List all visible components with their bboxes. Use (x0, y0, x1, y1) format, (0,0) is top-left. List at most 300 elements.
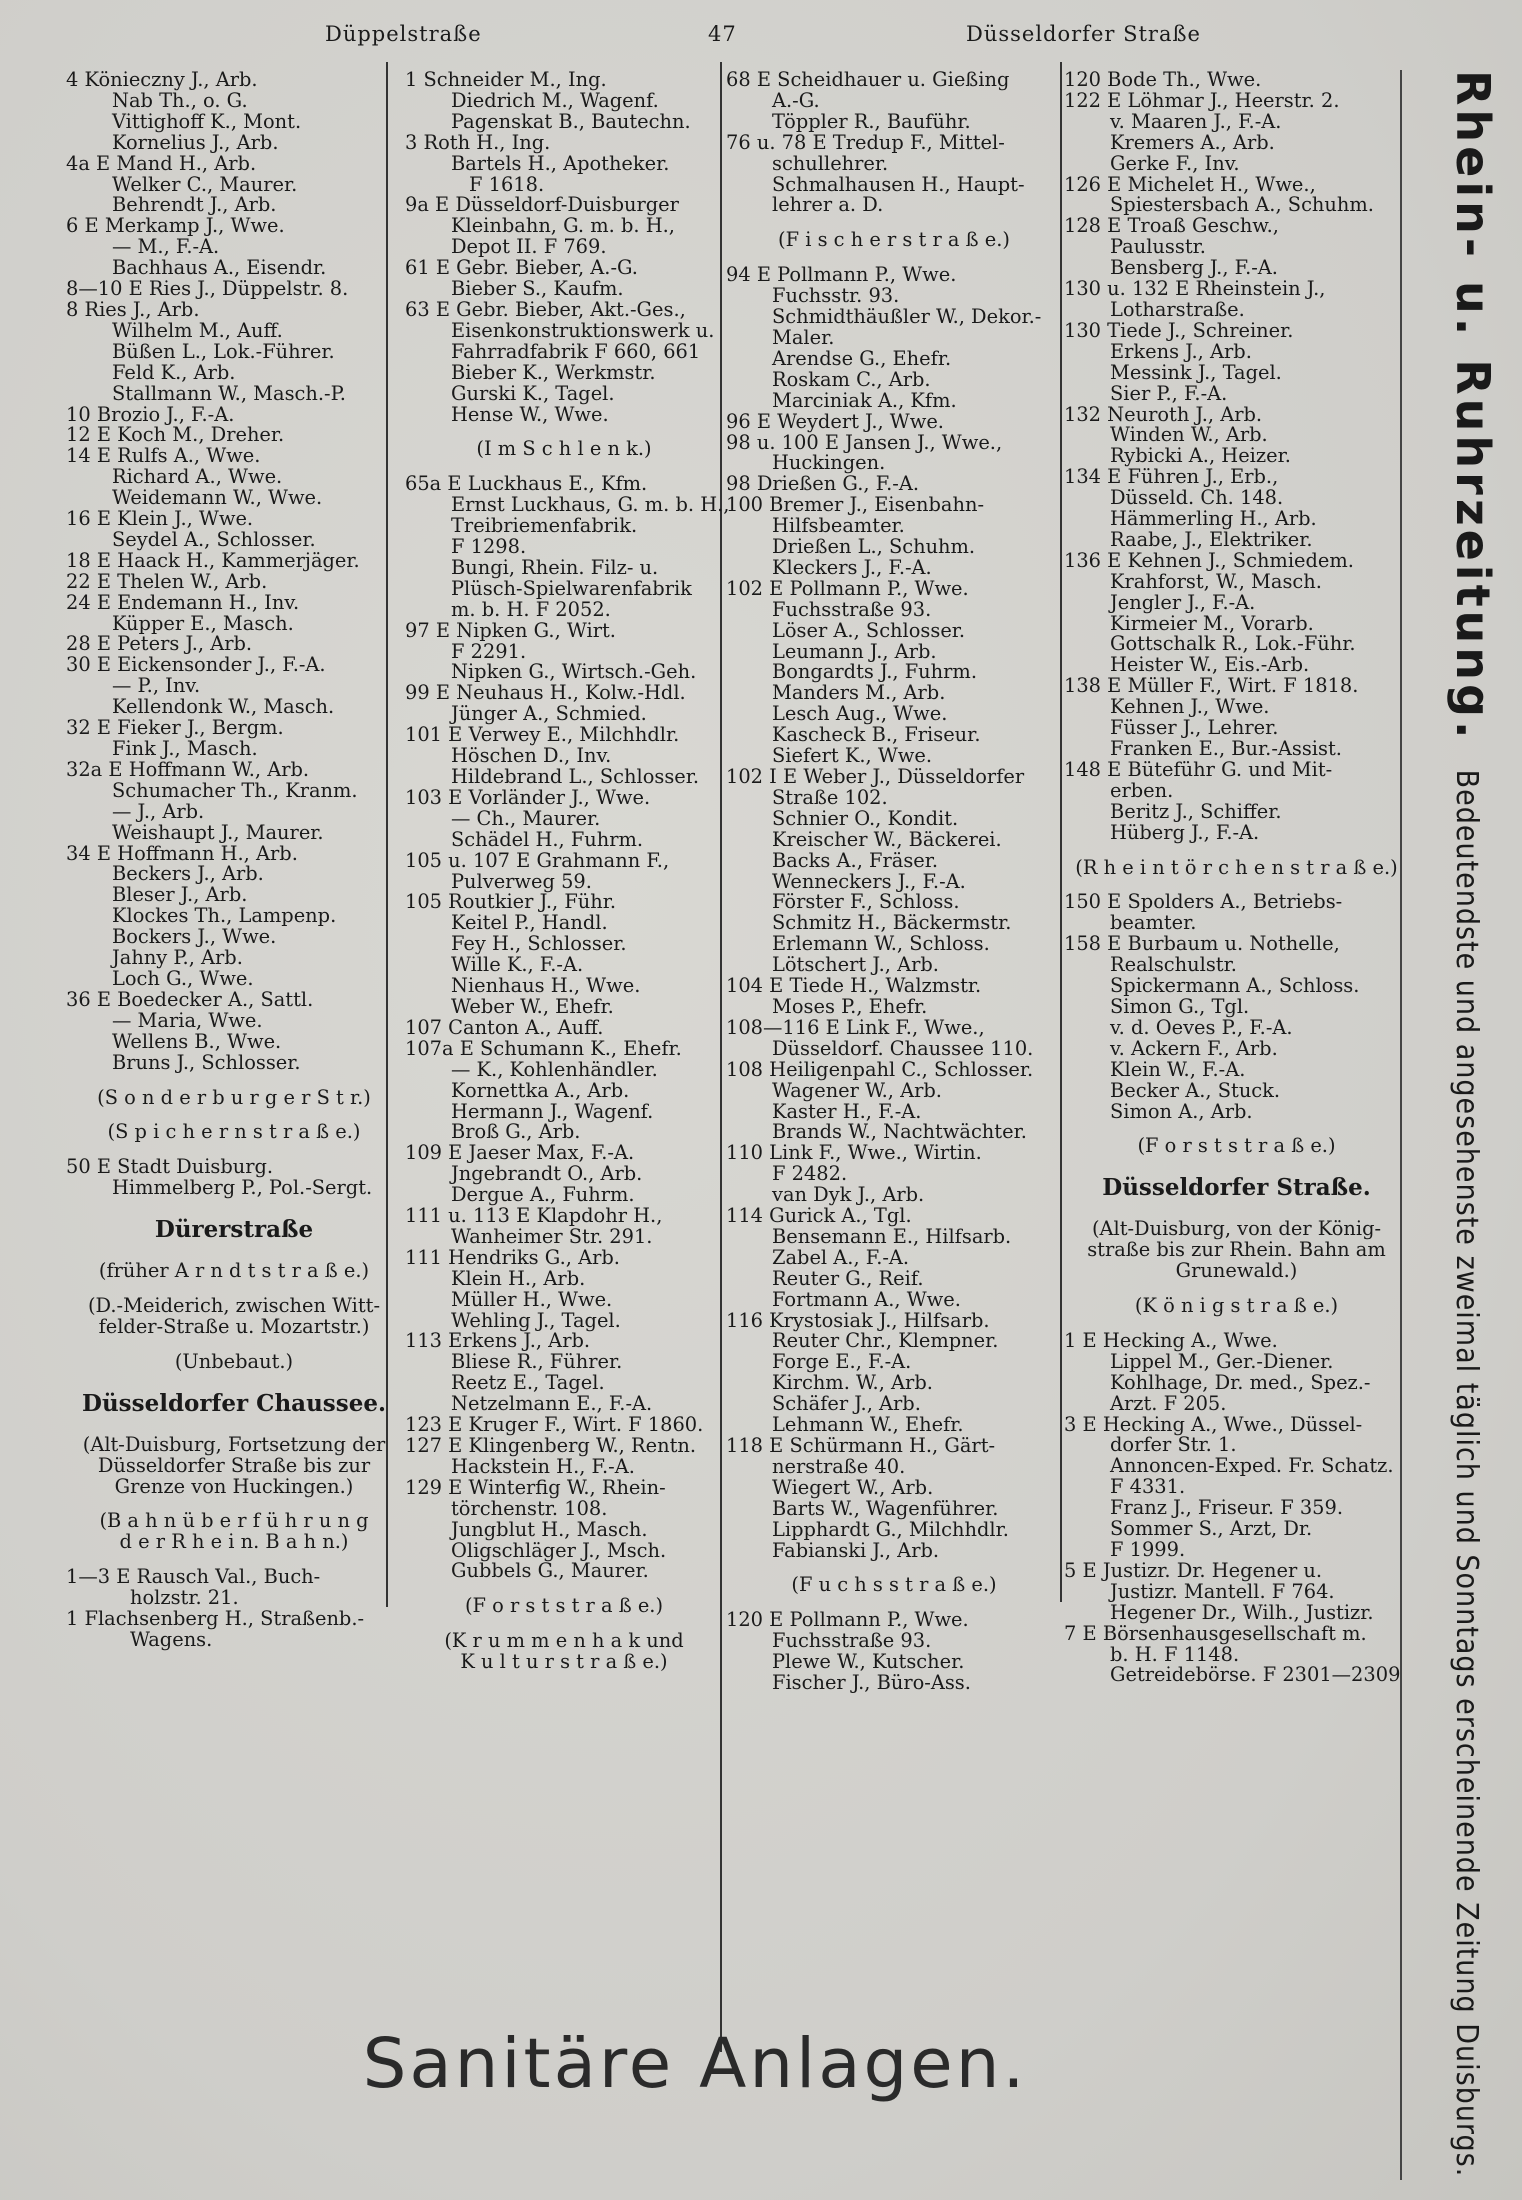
directory-entry: Füsser J., Lehrer. (1110, 716, 1279, 740)
directory-entry: Richard A., Wwe. (112, 465, 283, 489)
directory-entry: Wehling J., Tagel. (451, 1308, 621, 1332)
directory-entry: Plewe W., Kutscher. (772, 1650, 965, 1674)
directory-entry: Feld K., Arb. (112, 360, 236, 384)
directory-entry: — J., Arb. (112, 799, 205, 823)
directory-entry: Kaster H., F.-A. (772, 1099, 922, 1123)
directory-entry: Klockes Th., Lampenp. (112, 904, 337, 928)
directory-entry: Forge E., F.-A. (772, 1350, 912, 1374)
directory-entry: Düsseldorf. Chaussee 110. (772, 1036, 1034, 1060)
spacer (1064, 1157, 1409, 1171)
directory-entry: 150 E Spolders A., Betriebs- (1064, 890, 1343, 914)
directory-entry: Hermann J., Wagenf. (451, 1099, 654, 1123)
directory-entry: Kellendonk W., Masch. (112, 695, 335, 719)
street-heading: Düsseldorfer Straße. (1102, 1174, 1371, 1202)
directory-entry: 9a E Düsseldorf-Duisburger (405, 193, 679, 217)
directory-entry: F 4331. (1110, 1475, 1186, 1499)
directory-entry: 4a E Mand H., Arb. (66, 151, 257, 175)
directory-entry: 8 Ries J., Arb. (66, 297, 200, 321)
directory-entry: 158 E Burbaum u. Nothelle, (1064, 932, 1340, 956)
directory-entry: Wiegert W., Arb. (772, 1475, 934, 1499)
directory-entry: b. H. F 1148. (1110, 1642, 1240, 1666)
spacer (66, 1373, 402, 1387)
directory-entry: Spiestersbach A., Schuhm. (1110, 193, 1374, 217)
directory-entry: Nipken G., Wirtsch.-Geh. (451, 660, 697, 684)
directory-entry: Beckers J., Arb. (112, 862, 264, 886)
directory-entry: Bartels H., Apotheker. (451, 151, 670, 175)
directory-entry: Realschulstr. (1110, 953, 1237, 977)
directory-entry: Beritz J., Schiffer. (1110, 799, 1282, 823)
directory-entry: 129 E Winterfig W., Rhein- (405, 1475, 666, 1499)
directory-entry: Welker C., Maurer. (112, 172, 298, 196)
directory-entry: Wagener W., Arb. (772, 1078, 942, 1102)
spacer (66, 1199, 402, 1213)
directory-entry: Jahny P., Arb. (112, 946, 243, 970)
directory-entry: Gubbels G., Maurer. (451, 1559, 649, 1583)
directory-entry: Klein W., F.-A. (1110, 1057, 1246, 1081)
directory-entry: Wanheimer Str. 291. (451, 1224, 653, 1248)
directory-entry: 3 E Hecking A., Wwe., Düssel- (1064, 1412, 1363, 1436)
directory-entry: Lesch Aug., Wwe. (772, 702, 948, 726)
directory-entry: 99 E Neuhaus H., Kolw.-Hdl. (405, 681, 686, 705)
directory-entry: Weishaupt J., Maurer. (112, 820, 324, 844)
directory-entry: Bungi, Rhein. Filz- u. (451, 555, 659, 579)
directory-entry: Arzt. F 205. (1110, 1391, 1227, 1415)
directory-entry: 118 E Schürmann H., Gärt- (726, 1434, 996, 1457)
directory-entry: Nienhaus H., Wwe. (451, 974, 641, 998)
directory-entry: Arendse G., Ehefr. (772, 346, 952, 370)
street-note: (Alt-Duisburg, von der König- (1091, 1217, 1382, 1241)
directory-entry: Hüberg J., F.-A. (1110, 820, 1260, 844)
directory-entry: Fahrradfabrik F 660, 661 (451, 339, 701, 363)
directory-entry: 123 E Kruger F., Wirt. F 1860. (405, 1413, 704, 1437)
directory-entry: Bliese R., Führer. (451, 1350, 623, 1374)
directory-entry: Seydel A., Schlosser. (112, 527, 316, 551)
directory-entry: Bieber K., Werkmstr. (451, 360, 656, 384)
directory-entry: Schäfer J., Arb. (772, 1392, 921, 1416)
directory-entry: Schnier O., Kondit. (772, 806, 959, 830)
directory-entry: Hämmerling H., Arb. (1110, 507, 1317, 531)
directory-entry: 111 Hendriks G., Arb. (405, 1245, 620, 1269)
directory-entry: 1 Schneider M., Ing. (405, 68, 607, 91)
directory-entry: Brands W., Nachtwächter. (772, 1120, 1027, 1144)
directory-entry: F 1999. (1110, 1538, 1186, 1561)
directory-entry: 98 Drießen G., F.-A. (726, 472, 920, 496)
street-note: (S p i c h e r n s t r a ß e.) (107, 1120, 361, 1144)
directory-entry: Bieber S., Kaufm. (451, 277, 624, 301)
directory-entry: Drießen L., Schuhm. (772, 535, 976, 559)
directory-entry: 138 E Müller F., Wirt. F 1818. (1064, 674, 1359, 698)
street-note: (F o r s t s t r a ß e.) (464, 1594, 664, 1618)
directory-entry: 108—116 E Link F., Wwe., (726, 1015, 985, 1039)
directory-entry: 120 E Pollmann P., Wwe. (726, 1608, 969, 1632)
directory-entry: A.-G. (772, 88, 820, 112)
directory-entry: Annoncen-Exped. Fr. Schatz. (1110, 1454, 1394, 1478)
street-heading: Düsseldorfer Chaussee. (82, 1389, 386, 1417)
directory-entry: Simon A., Arb. (1110, 1099, 1253, 1123)
street-note: (B a h n ü b e r f ü h r u n g (99, 1509, 369, 1533)
directory-entry: m. b. H. F 2052. (451, 597, 611, 621)
directory-entry: 65a E Luckhaus E., Kfm. (405, 472, 648, 496)
directory-entry: 7 E Börsenhausgesellschaft m. (1064, 1621, 1367, 1645)
newspaper-title: Rhein- u. Ruhrzeitung. (1446, 70, 1500, 743)
directory-entry: Schmalhausen H., Haupt- (772, 172, 1025, 196)
directory-entry: Bleser J., Arb. (112, 883, 248, 907)
directory-entry: Schädel H., Fuhrm. (451, 827, 644, 851)
directory-entry: Kohlhage, Dr. med., Spez.- (1110, 1370, 1371, 1394)
directory-entry: 32a E Hoffmann W., Arb. (66, 757, 310, 781)
directory-entry: dorfer Str. 1. (1110, 1433, 1237, 1457)
directory-entry: 113 Erkens J., Arb. (405, 1329, 591, 1353)
directory-entry: 1 Flachsenberg H., Straßenb.- (66, 1607, 365, 1631)
directory-entry: Hegener Dr., Wilh., Justizr. (1110, 1600, 1374, 1624)
directory-entry: 107a E Schumann K., Ehefr. (405, 1036, 682, 1060)
directory-entry: Wagens. (130, 1628, 213, 1651)
directory-entry: — Maria, Wwe. (112, 1008, 263, 1032)
directory-entry: Hilfsbeamter. (772, 514, 905, 538)
directory-entry: 50 E Stadt Duisburg. (66, 1155, 274, 1179)
directory-entry: Klein H., Arb. (451, 1266, 586, 1290)
directory-entry: Winden W., Arb. (1110, 423, 1268, 447)
directory-entry: 102 I E Weber J., Düsseldorfer (726, 765, 1025, 788)
directory-entry: Fuchsstraße 93. (772, 1629, 932, 1653)
directory-entry: Weidemann W., Wwe. (112, 486, 323, 510)
directory-entry: 68 E Scheidhauer u. Gießing (726, 68, 1010, 91)
street-note: straße bis zur Rhein. Bahn am (1087, 1238, 1386, 1262)
directory-entry: 134 E Führen J., Erb., (1064, 465, 1279, 489)
directory-entry: Raabe, J., Elektriker. (1110, 527, 1313, 551)
directory-entry: Bockers J., Wwe. (112, 925, 277, 949)
directory-entry: lehrer a. D. (772, 193, 884, 217)
directory-entry: Barts W., Wagenführer. (772, 1496, 999, 1520)
directory-column-1 (66, 70, 402, 1651)
street-note: (F i s c h e r s t r a ß e.) (778, 228, 1010, 252)
directory-entry: Fortmann A., Wwe. (772, 1287, 961, 1311)
directory-entry: Broß G., Arb. (451, 1120, 581, 1144)
directory-entry: Oligschläger J., Msch. (451, 1538, 667, 1562)
directory-entry: Bensberg J., F.-A. (1110, 256, 1278, 280)
directory-entry: Schmitz H., Bäckermstr. (772, 911, 1012, 935)
directory-entry: Treibriemenfabrik. (451, 514, 638, 538)
directory-entry: 98 u. 100 E Jansen J., Wwe., (726, 430, 1003, 454)
directory-entry: Höschen D., Inv. (451, 744, 612, 768)
directory-entry: Fuchsstr. 93. (772, 284, 900, 308)
directory-entry: erben. (1110, 778, 1174, 802)
directory-entry: nerstraße 40. (772, 1454, 906, 1478)
directory-entry: Düsseld. Ch. 148. (1110, 486, 1284, 510)
directory-entry: 97 E Nipken G., Wirt. (405, 618, 616, 642)
street-note: (Alt-Duisburg, Fortsetzung der (82, 1432, 386, 1456)
directory-entry: 4 Könieczny J., Arb. (66, 68, 258, 91)
directory-entry: Siefert K., Wwe. (772, 744, 932, 768)
directory-entry: Zabel A., F.-A. (772, 1245, 910, 1269)
directory-entry: Hense W., Wwe. (451, 402, 609, 426)
directory-entry: Franken E., Bur.-Assist. (1110, 737, 1342, 760)
street-note: felder-Straße u. Mozartstr.) (98, 1314, 370, 1338)
directory-entry: Straße 102. (772, 785, 888, 809)
directory-entry: Küpper E., Masch. (112, 611, 294, 635)
street-note: Düsseldorfer Straße bis zur (97, 1453, 371, 1477)
directory-entry: 34 E Hoffmann H., Arb. (66, 841, 298, 865)
directory-entry: 102 E Pollmann P., Wwe. (726, 576, 969, 600)
directory-entry: Keitel P., Handl. (451, 911, 608, 935)
directory-entry: beamter. (1110, 911, 1197, 935)
directory-entry: Becker A., Stuck. (1110, 1078, 1281, 1102)
directory-entry: Töppler R., Bauführ. (772, 109, 971, 133)
directory-entry: Hackstein H., F.-A. (451, 1454, 635, 1478)
newspaper-advertisement-sidebar (1400, 70, 1502, 2180)
directory-entry: F 2291. (451, 639, 527, 663)
directory-entry: 14 E Rulfs A., Wwe. (66, 444, 261, 468)
directory-entry: 130 u. 132 E Rheinstein J., (1064, 277, 1326, 301)
directory-entry: Huckingen. (772, 451, 886, 475)
directory-entry: Krahforst, W., Masch. (1110, 569, 1322, 593)
directory-entry: holzstr. 21. (130, 1586, 239, 1610)
page-number: 47 (708, 22, 737, 46)
directory-entry: Sommer S., Arzt, Dr. (1110, 1517, 1313, 1541)
directory-entry: Lotharstraße. (1110, 297, 1245, 321)
directory-entry: — M., F.-A. (112, 235, 220, 259)
directory-entry: Wenneckers J., F.-A. (772, 869, 966, 893)
directory-entry: schullehrer. (772, 151, 889, 175)
directory-entry: F 1618. (469, 172, 545, 196)
directory-entry: Sier P., F.-A. (1110, 381, 1228, 405)
directory-column-4 (1064, 70, 1409, 1686)
directory-entry: 126 E Michelet H., Wwe., (1064, 172, 1316, 196)
directory-entry: Müller H., Wwe. (451, 1287, 613, 1311)
directory-entry: 130 Tiede J., Schreiner. (1064, 318, 1294, 342)
directory-entry: Simon G., Tgl. (1110, 994, 1250, 1018)
directory-entry: Jungblut H., Masch. (451, 1517, 648, 1541)
directory-entry: Fabianski J., Arb. (772, 1538, 940, 1562)
directory-entry: 127 E Klingenberg W., Rentn. (405, 1434, 697, 1457)
directory-entry: 128 E Troaß Geschw., (1064, 214, 1279, 238)
directory-entry: Paulusstr. (1110, 235, 1206, 259)
directory-column-3 (726, 70, 1062, 1694)
directory-entry: 96 E Weydert J., Wwe. (726, 409, 944, 433)
directory-entry: Heister W., Eis.-Arb. (1110, 653, 1310, 677)
directory-entry: Fischer J., Büro-Ass. (772, 1671, 971, 1695)
street-note: (K r u m m e n h a k und (444, 1629, 684, 1653)
directory-entry: 6 E Merkamp J., Wwe. (66, 214, 285, 238)
street-note: (K ö n i g s t r a ß e.) (1134, 1294, 1339, 1318)
directory-entry: 61 E Gebr. Bieber, A.-G. (405, 256, 638, 280)
directory-entry: Fuchsstraße 93. (772, 597, 932, 621)
directory-entry: Himmelberg P., Pol.-Sergt. (112, 1176, 373, 1200)
directory-entry: Loch G., Wwe. (112, 966, 254, 990)
directory-entry: Gottschalk R., Lok.-Führ. (1110, 632, 1356, 656)
directory-entry: 1 E Hecking A., Wwe. (1064, 1328, 1278, 1352)
directory-entry: Schmidthäußler W., Dekor.- (772, 305, 1042, 329)
directory-entry: 22 E Thelen W., Arb. (66, 569, 268, 593)
street-heading: Dürerstraße (154, 1216, 314, 1244)
directory-entry: Schumacher Th., Kranm. (112, 778, 358, 802)
directory-entry: Kirchm. W., Arb. (772, 1371, 933, 1395)
directory-entry: Jünger A., Schmied. (451, 702, 647, 726)
directory-entry: 104 E Tiede H., Walzmstr. (726, 974, 982, 998)
directory-entry: Fink J., Masch. (112, 737, 258, 760)
directory-entry: 16 E Klein J., Wwe. (66, 507, 254, 531)
directory-entry: 111 u. 113 E Klapdohr H., (405, 1204, 663, 1228)
directory-entry: 114 Gurick A., Tgl. (726, 1204, 912, 1228)
directory-entry: Kornelius J., Arb. (112, 130, 279, 154)
directory-entry: Gerke F., Inv. (1110, 151, 1240, 175)
directory-entry: Bruns J., Schlosser. (112, 1050, 301, 1074)
directory-entry: 30 E Eickensonder J., F.-A. (66, 653, 326, 677)
directory-entry: Behrendt J., Arb. (112, 193, 277, 217)
directory-entry: Moses P., Ehefr. (772, 994, 928, 1018)
directory-entry: v. d. Oeves P., F.-A. (1110, 1015, 1293, 1039)
directory-entry: 36 E Boedecker A., Sattl. (66, 987, 314, 1011)
directory-entry: Reuter Chr., Klempner. (772, 1329, 999, 1353)
directory-entry: Messink J., Tagel. (1110, 360, 1282, 384)
directory-entry: — P., Inv. (112, 674, 201, 698)
directory-entry: Kleckers J., F.-A. (772, 555, 932, 579)
directory-entry: 100 Bremer J., Eisenbahn- (726, 493, 984, 517)
directory-entry: Lötschert J., Arb. (772, 953, 939, 977)
directory-entry: Kremers A., Arb. (1110, 130, 1275, 154)
directory-entry: 109 E Jaeser Max, F.-A. (405, 1141, 635, 1165)
directory-entry: F 1298. (451, 535, 527, 559)
directory-entry: Erlemann W., Schloss. (772, 932, 990, 956)
header-left-street: Düppelstraße (325, 22, 482, 46)
street-note: (Unbebaut.) (174, 1349, 294, 1373)
newspaper-slogan: Bedeutendste und angesehenste zweimal täglich und Sonntags erscheinende Zeitung Duisburgs. (1449, 769, 1484, 2178)
directory-entry: Kleinbahn, G. m. b. H., (451, 214, 675, 238)
directory-entry: Rybicki A., Heizer. (1110, 444, 1291, 468)
directory-entry: Erkens J., Arb. (1110, 339, 1252, 363)
directory-entry: Pagenskat B., Bautechn. (451, 109, 691, 133)
street-note: (I m S c h l e n k.) (476, 437, 652, 461)
directory-entry: Spickermann A., Schloss. (1110, 974, 1360, 998)
street-note: (D.-Meiderich, zwischen Witt- (87, 1294, 381, 1318)
directory-entry: Depot II. F 769. (451, 235, 607, 259)
directory-entry: 105 u. 107 E Grahmann F., (405, 848, 670, 872)
street-note: (R h e i n t ö r c h e n s t r a ß e.) (1075, 855, 1398, 879)
directory-entry: Reuter G., Reif. (772, 1266, 924, 1290)
directory-entry: Kreischer W., Bäckerei. (772, 827, 1002, 851)
directory-entry: Stallmann W., Masch.-P. (112, 381, 346, 405)
directory-entry: Jengler J., F.-A. (1110, 590, 1256, 614)
directory-column-2 (405, 68, 730, 1674)
directory-entry: Marciniak A., Kfm. (772, 388, 957, 412)
street-note: (F o r s t s t r a ß e.) (1137, 1134, 1336, 1158)
directory-entry: Fey H., Schlosser. (451, 932, 627, 956)
directory-entry: Franz J., Friseur. F 359. (1110, 1496, 1344, 1520)
header-right-street: Düsseldorfer Straße (966, 22, 1201, 46)
directory-entry: 101 E Verwey E., Milchhdlr. (405, 723, 680, 747)
directory-entry: 3 Roth H., Ing. (405, 130, 551, 154)
street-note: Grenze von Huckingen.) (114, 1474, 354, 1498)
advertisement-banner: Sanitäre Anlagen. (362, 2024, 1028, 2104)
directory-entry: Bachhaus A., Eisendr. (112, 256, 327, 280)
street-note: (S o n d e r b u r g e r S t r.) (97, 1085, 371, 1109)
directory-entry: Vittighoff K., Mont. (112, 109, 302, 133)
directory-entry: 63 E Gebr. Bieber, Akt.-Ges., (405, 297, 686, 321)
directory-entry: — K., Kohlenhändler. (451, 1057, 658, 1081)
directory-entry: 116 Krystosiak J., Hilfsarb. (726, 1308, 990, 1332)
directory-entry: 5 E Justizr. Dr. Hegener u. (1064, 1558, 1323, 1582)
directory-entry: Manders M., Arb. (772, 681, 946, 705)
street-note: (früher A r n d t s t r a ß e.) (98, 1259, 370, 1283)
directory-entry: 122 E Löhmar J., Heerstr. 2. (1064, 88, 1340, 112)
directory-entry: Lipphardt G., Milchhdlr. (772, 1517, 1009, 1541)
street-note: (F u c h s s t r a ß e.) (791, 1573, 997, 1597)
directory-entry: Reetz E., Tagel. (451, 1371, 605, 1395)
directory-entry: Dergue A., Fuhrm. (451, 1183, 635, 1207)
directory-entry: 107 Canton A., Auff. (405, 1015, 604, 1039)
directory-entry: Pulverweg 59. (451, 869, 592, 893)
directory-entry: Netzelmann E., F.-A. (451, 1392, 653, 1416)
directory-entry: Wille K., F.-A. (451, 953, 584, 977)
street-note: K u l t u r s t r a ß e.) (460, 1650, 668, 1674)
directory-entry: Kirmeier M., Vorarb. (1110, 611, 1314, 635)
directory-entry: Backs A., Fräser. (772, 848, 939, 872)
directory-entry: Diedrich M., Wagenf. (451, 88, 659, 112)
directory-entry: 12 E Koch M., Dreher. (66, 423, 285, 447)
directory-entry: törchenstr. 108. (451, 1496, 608, 1520)
directory-entry: Gurski K., Tagel. (451, 381, 615, 405)
directory-entry: Maler. (772, 325, 835, 349)
directory-entry: 28 E Peters J., Arb. (66, 632, 253, 656)
directory-entry: Lippel M., Ger.-Diener. (1110, 1349, 1334, 1373)
directory-entry: Kehnen J., Wwe. (1110, 695, 1270, 719)
directory-entry: 103 E Vorländer J., Wwe. (405, 785, 651, 809)
directory-entry: Wellens B., Wwe. (112, 1029, 282, 1053)
directory-entry: Leumann J., Arb. (772, 639, 937, 663)
directory-entry: Löser A., Schlosser. (772, 618, 966, 642)
directory-entry: Förster F., Schloss. (772, 890, 960, 914)
directory-entry: v. Ackern F., Arb. (1110, 1036, 1278, 1060)
directory-entry: Kascheck B., Friseur. (772, 723, 981, 747)
directory-entry: 148 E Büteführ G. und Mit- (1064, 757, 1333, 781)
directory-entry: Eisenkonstruktionswerk u. (451, 318, 715, 342)
directory-entry: Jngebrandt O., Arb. (451, 1162, 643, 1186)
directory-entry: 8—10 E Ries J., Düppelstr. 8. (66, 277, 349, 301)
directory-entry: 132 Neuroth J., Arb. (1064, 402, 1263, 426)
directory-entry: 105 Routkier J., Führ. (405, 890, 617, 914)
directory-entry: 18 E Haack H., Kammerjäger. (66, 548, 360, 572)
directory-entry: Büßen L., Lok.-Führer. (112, 339, 335, 363)
directory-entry: 94 E Pollmann P., Wwe. (726, 263, 957, 287)
directory-entry: Hildebrand L., Schlosser. (451, 765, 700, 788)
directory-entry: Bensemann E., Hilfsarb. (772, 1224, 1012, 1248)
directory-entry: Getreidebörse. F 2301—2309 (1110, 1663, 1401, 1687)
directory-entry: 24 E Endemann H., Inv. (66, 590, 300, 614)
directory-entry: Plüsch-Spielwarenfabrik (451, 576, 692, 600)
directory-entry: 10 Brozio J., F.-A. (66, 402, 235, 426)
directory-entry: F 2482. (772, 1162, 848, 1186)
directory-entry: 108 Heiligenpahl C., Schlosser. (726, 1057, 1034, 1081)
directory-entry: Kornettka A., Arb. (451, 1078, 630, 1102)
directory-entry: 110 Link F., Wwe., Wirtin. (726, 1141, 982, 1165)
directory-entry: — Ch., Maurer. (451, 806, 601, 830)
directory-entry: Lehmann W., Ehefr. (772, 1413, 964, 1437)
directory-entry: 32 E Fieker J., Bergm. (66, 716, 284, 740)
directory-entry: 136 E Kehnen J., Schmiedem. (1064, 548, 1354, 572)
street-note: Grunewald.) (1175, 1259, 1298, 1283)
directory-entry: Nab Th., o. G. (112, 88, 248, 112)
directory-entry: van Dyk J., Arb. (772, 1183, 925, 1207)
directory-entry: Roskam C., Arb. (772, 367, 931, 391)
directory-entry: Bongardts J., Fuhrm. (772, 660, 977, 684)
directory-entry: Ernst Luckhaus, G. m. b. H., (451, 493, 730, 517)
directory-entry: Wilhelm M., Auff. (112, 318, 283, 342)
directory-entry: Weber W., Ehefr. (451, 994, 614, 1018)
directory-entry: 120 Bode Th., Wwe. (1064, 68, 1262, 91)
directory-entry: Justizr. Mantell. F 764. (1110, 1579, 1335, 1603)
directory-entry: 1—3 E Rausch Val., Buch- (66, 1565, 321, 1589)
street-note: d e r R h e i n. B a h n.) (119, 1530, 349, 1554)
